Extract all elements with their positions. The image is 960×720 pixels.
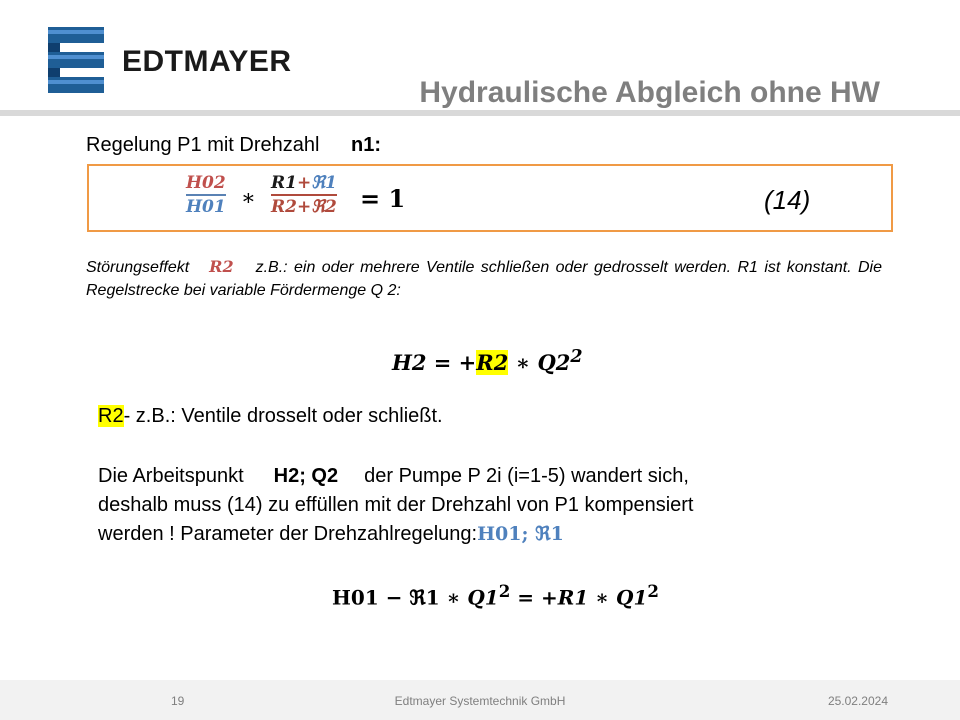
logo-text: EDTMAYER: [122, 45, 292, 78]
fraction-h02-h01: [186, 172, 226, 218]
intro-text: Regelung P1 mit Drehzahl: [86, 134, 320, 156]
workpoint-line-2: deshalb muss (14) zu effüllen mit der Drehzahl von P1 kompensiert: [98, 494, 694, 516]
company-name: Edtmayer Systemtechnik GmbH: [394, 694, 566, 708]
workpoint-line-1: Die Arbeitspunkt H2; Q2 der Pumpe P 2i (i=1-5) wandert sich,: [98, 465, 689, 487]
r2-highlight: R2: [476, 350, 509, 375]
equation-h2: H2 = +R2 ∗ $Q2^2$: [392, 347, 583, 375]
page-title: Hydraulische Abgleich ohne HW: [419, 76, 880, 109]
workpoint-line-3: werden ! Parameter der Drehzahlregelung:H01; ℜ1: [98, 523, 564, 545]
slide-footer: [0, 680, 960, 720]
fraction-denominator: H01: [186, 197, 226, 217]
page-number: 19: [171, 694, 185, 708]
fraction-numerator: H02: [186, 173, 226, 193]
slide-date: 25.02.2024: [827, 694, 888, 708]
equation-number: (14): [764, 185, 811, 215]
workpoint-paragraph: [98, 462, 858, 549]
title-divider: [0, 110, 960, 116]
r2-note-highlight: R2: [98, 405, 124, 427]
fraction-numerator-2: R1+ℜ1: [271, 173, 337, 193]
fraction-r-sum: [271, 172, 337, 218]
intro-bold: n1:: [351, 134, 382, 156]
edtmayer-logo-icon: [48, 27, 104, 93]
control-parameters: H01; ℜ1: [477, 523, 564, 545]
equation-rhs: = 1: [360, 184, 406, 213]
r2-symbol: R2: [209, 257, 234, 276]
equation-h01: H01 − ℜ1 ∗ $Q1^2 = +R1$ ∗ $Q1^2$: [332, 581, 659, 610]
fraction-denominator-2: R2+ℜ2: [271, 197, 337, 217]
times-operator: ∗: [241, 186, 256, 211]
intro-line: [86, 133, 381, 157]
disturbance-paragraph: Störungseffekt R2 z.B.: ein oder mehrere Ventile schließen oder gedrosselt werden. R1 ist konstant. Die Regelstrecke bei variable Fördermenge Q 2:: [86, 257, 882, 299]
r2-note: R2- z.B.: Ventile drosselt oder schließt.: [98, 405, 443, 427]
